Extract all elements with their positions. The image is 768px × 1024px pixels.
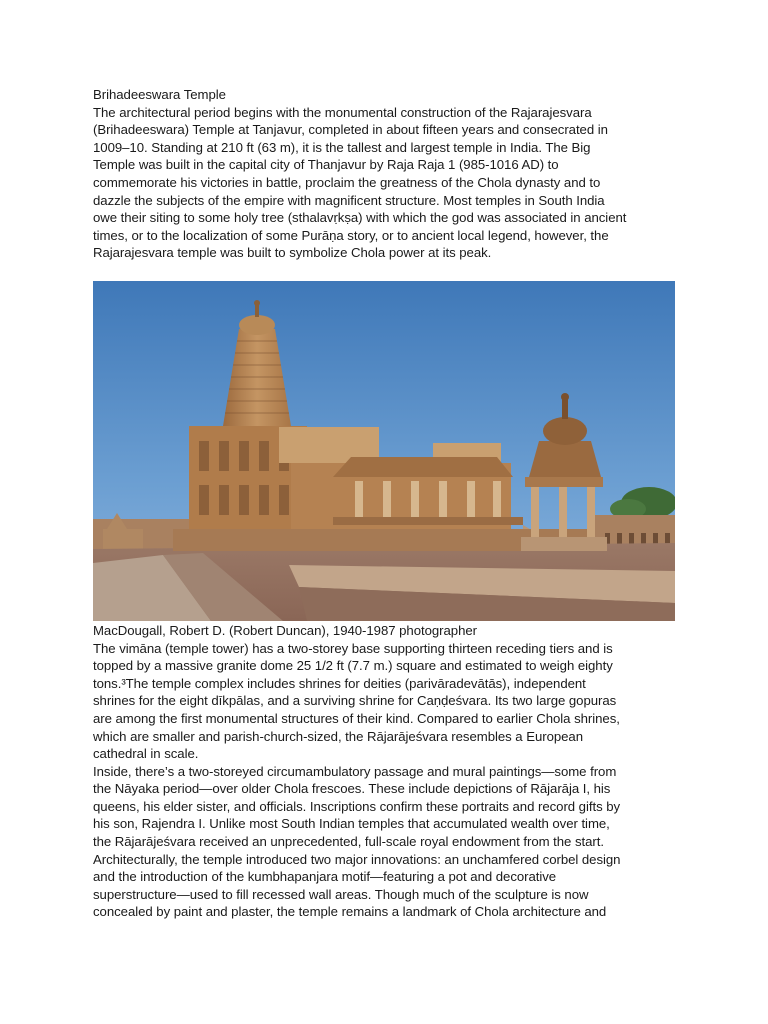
intro-line: Rajarajesvara temple was built to symbolize Chola power at its peak. — [93, 245, 492, 261]
intro-line: dazzle the subjects of the empire with magnificent structure. Most temples in South India — [93, 192, 605, 208]
intro-line: Temple was built in the capital city of Thanjavur by Raja Raja 1 (985-1016 AD) to — [93, 157, 559, 173]
body-line: his son, Rajendra I. Unlike most South Indian temples that accumulated wealth over time, — [93, 816, 610, 832]
body-paragraphs — [93, 640, 683, 922]
body-line: The vimāna (temple tower) has a two-storey base supporting thirteen receding tiers and is — [93, 640, 613, 656]
body-line: are among the first monumental structures of their kind. Compared to earlier Chola shrines, — [93, 710, 620, 726]
intro-paragraph — [93, 104, 683, 262]
intro-line: (Brihadeeswara) Temple at Tanjavur, completed in about fifteen years and consecrated in — [93, 122, 608, 138]
body-line: queens, his elder sister, and officials. Inscriptions confirm these portraits and record gifts by — [93, 798, 621, 814]
intro-line: owe their siting to some holy tree (sthalavṛkṣa) with which the god was associated in ancient — [93, 210, 627, 226]
intro-line: 1009–10. Standing at 210 ft (63 m), it is the tallest and largest temple in India. The Big — [93, 139, 591, 155]
body-line: the Rājarājeśvara received an unprecedented, full-scale royal endowment from the start. — [93, 834, 604, 850]
body-line: Architecturally, the temple introduced two major innovations: an unchamfered corbel design — [93, 851, 621, 867]
photo-caption: MacDougall, Robert D. (Robert Duncan), 1940-1987 photographer — [93, 622, 478, 638]
body-line: tons.³The temple complex includes shrines for deities (parivāradevātās), independent — [93, 675, 586, 691]
temple-photo — [93, 281, 675, 621]
body-line: the Nāyaka period—over older Chola frescoes. These include depictions of Rājarāja I, his — [93, 781, 611, 797]
body-line: shrines for the eight dīkpālas, and a surviving shrine for Caṇḍeśvara. Its two large gopuras — [93, 693, 617, 709]
intro-line: times, or to the localization of some Purāṇa story, or to ancient local legend, however, the — [93, 227, 609, 243]
body-line: which are smaller and parish-church-sized, the Rājarājeśvara resembles a European — [93, 728, 583, 744]
intro-line: The architectural period begins with the monumental construction of the Rajarajesvara — [93, 104, 592, 120]
body-line: superstructure—used to fill recessed wall areas. Though much of the sculpture is now — [93, 886, 589, 902]
document-page — [93, 86, 683, 921]
body-line: cathedral in scale. — [93, 746, 199, 762]
body-line: concealed by paint and plaster, the temple remains a landmark of Chola architecture and — [93, 904, 607, 920]
body-line: Inside, there’s a two-storeyed circumambulatory passage and mural paintings—some from — [93, 763, 617, 779]
body-line: and the introduction of the kumbhapanjara motif—featuring a pot and decorative — [93, 869, 557, 885]
page-title: Brihadeeswara Temple — [93, 87, 226, 102]
intro-line: commemorate his victories in battle, proclaim the greatness of the Chola dynasty and to — [93, 174, 601, 190]
body-line: topped by a massive granite dome 25 1/2 ft (7.7 m.) square and estimated to weigh eighty — [93, 658, 613, 674]
